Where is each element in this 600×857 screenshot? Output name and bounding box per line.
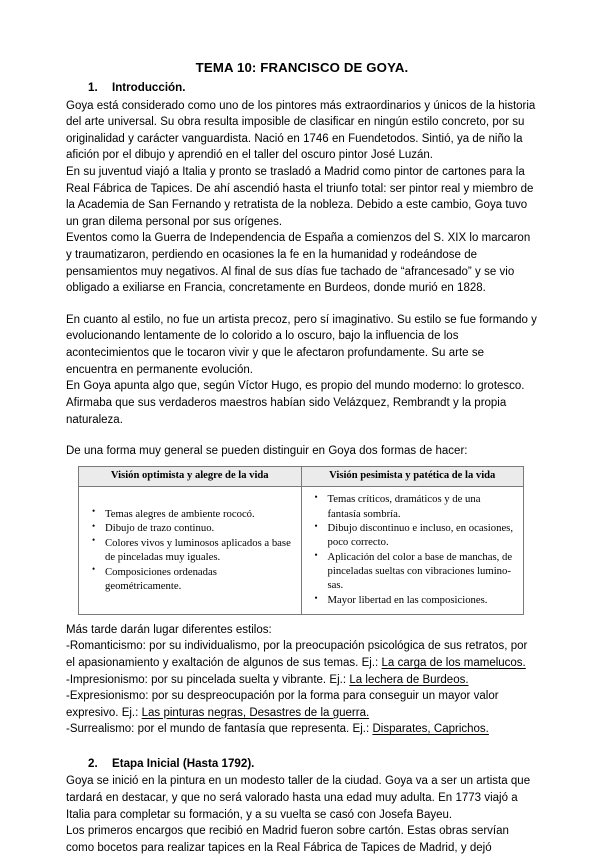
section-gap [66,738,538,755]
section-number-1: 1. [88,81,98,95]
table-header-optimistic: Visión optimista y alegre de la vida [79,466,302,487]
style-text: -Impresionismo: por su pincelada suelta y vibrante. Ej.: [66,673,350,686]
paragraph-gap-2 [66,428,538,443]
paragraph-gap [66,297,538,312]
section-heading-2 [66,755,538,772]
section-title-2: Etapa Inicial (Hasta 1792). [112,757,255,771]
optimistic-list [85,507,295,594]
table-gap [66,615,538,622]
section-title-1: Introducción. [112,81,186,95]
style-text: -Expresionismo: por su despreocupación por la forma para conseguir un mayor valor expresivo. Ej.: [66,690,499,719]
pessimistic-list [308,492,518,607]
style-entry-romanticismo [66,638,538,671]
two-visions-table [78,466,524,615]
table-header-row [79,466,524,487]
table-row [79,487,524,614]
work-title: La lechera de Burdeos. [349,673,469,686]
list-item: • Aplicación del color a base de manchas, de pinceladas sueltas con vibraciones lumino-sas. [328,550,516,593]
list-item: • Colores vivos y luminosos aplicados a base de pinceladas muy iguales. [105,536,293,564]
paragraph-intro-2: En su juventud viajó a Italia y pronto se trasladó a Madrid como pintor de cartones para la Real Fábrica de Tapices. De ahí ascendió hasta el triunfo total: ser pintor real y miembro de la Academia de San Fernando y retratista de la nobleza. Debido a este cambio, Goya tuvo un gran dilema personal por sus orígenes. [66,165,534,228]
style-entry-impresionismo [66,672,538,689]
list-item: • Temas críticos, dramáticos y de una fantasía sombría. [328,492,516,520]
paragraph-intro-3: Eventos como la Guerra de Independencia de España a comienzos del S. XIX lo marcaron y traumatizaron, perdiendo en ocasiones la fe en la humanidad y rodeándose de pensamientos muy negativos. Al final de sus días fue tachado de “afrancesado” y se vio obligado a exiliarse en Francia, concretamente en Burdeos, donde murió en 1828. [66,232,531,295]
section-heading-1 [66,79,538,96]
list-item: • Dibujo de trazo continuo. [105,521,293,535]
work-title: Disparates, Caprichos. [372,723,489,736]
work-title: La carga de los mamelucos. [381,657,526,670]
work-title: Las pinturas negras, Desastres de la guerra. [141,706,370,719]
list-item: • Dibujo discontinuo e incluso, en ocasiones, poco correcto. [328,521,516,549]
style-text: -Surrealismo: por el mundo de fantasía que representa. Ej.: [66,723,373,736]
list-item: • Temas alegres de ambiente rococó. [105,507,293,521]
page-title: TEMA 10: FRANCISCO DE GOYA. [195,60,409,75]
section-number-2: 2. [88,757,98,771]
paragraph-etapa-2: Los primeros encargos que recibió en Madrid fueron sobre cartón. Estas obras servían como bocetos para realizar tapices en la Real Fábrica de Tapices de Madrid, y dejó [66,825,509,854]
table-header-pessimistic: Visión pesimista y patética de la vida [301,466,524,487]
paragraph-intro-1: Goya está considerado como uno de los pintores más extraordinarios y únicos de la historia del arte universal. Su obra resulta imposible de clasificar en ningún estilo concreto, por su originalidad y carácter vanguardista. Nació en 1746 en Fuendetodos. Sintió, ya de niño la afición por el dibujo y aprendió en el taller del oscuro pintor José Luzán. [66,99,536,162]
list-item: • Mayor libertad en las composiciones. [328,593,516,607]
paragraph-style-1: En cuanto al estilo, no fue un artista precoz, pero sí imaginativo. Su estilo se fue formando y evolucionando lentamente de lo colorido a lo oscuro, bajo la influencia de los acontecimientos que le tocaron vivir y que le afectaron profundamente. Su arte se encuentra en permanente evolución. [66,313,537,376]
table-cell-pessimistic [301,487,524,614]
table-cell-optimistic [79,487,302,614]
paragraph-etapa-1: Goya se inició en la pintura en un modesto taller de la ciudad. Goya va a ser un artista que tardará en destacar, y que no será valorado hasta una edad muy adulta. En 1773 viajó a Italia para completar su formación, y a su vuelta se casó con Josefa Bayeu. [66,775,531,821]
paragraph-table-lead: De una forma muy general se pueden distinguir en Goya dos formas de hacer: [66,445,468,458]
style-entry-surrealismo [66,721,538,738]
style-entry-expresionismo [66,688,538,721]
list-item: • Composiciones ordenadas geométricamente. [105,565,293,593]
styles-intro: Más tarde darán lugar diferentes estilos: [66,623,272,636]
style-text: -Romanticismo: por su individualismo, por la preocupación psicológica de sus retratos, por el apasionamiento y exaltación de algunos de sus temas. Ej.: [66,640,528,670]
paragraph-style-2: En Goya apunta algo que, según Víctor Hugo, es propio del mundo moderno: lo grotesco. Afirmaba que sus verdaderos maestros habían sido Velázquez, Rembrandt y la propia naturaleza. [66,380,525,426]
